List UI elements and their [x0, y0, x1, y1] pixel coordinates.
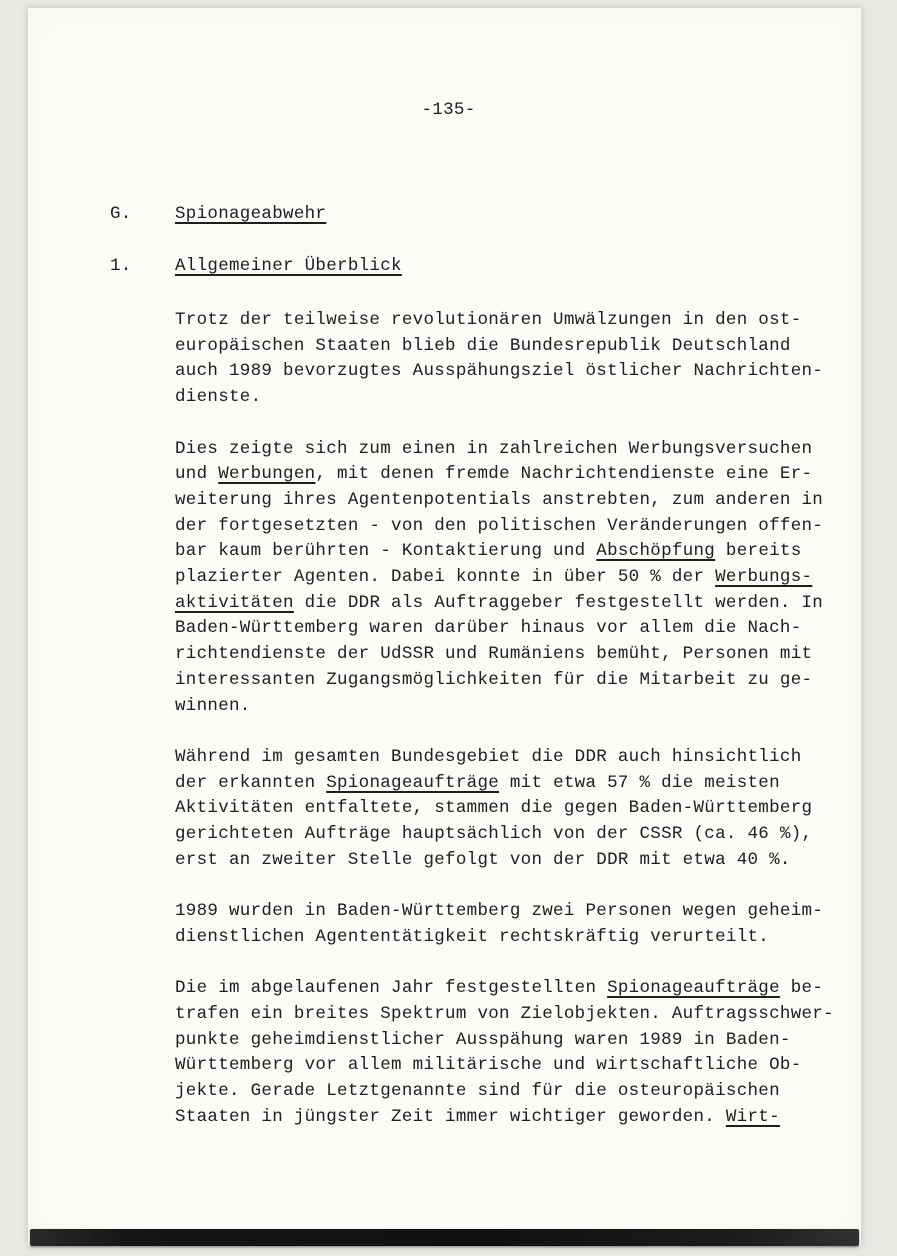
section-label: 1. [110, 256, 132, 276]
text-segment: be- [779, 978, 824, 999]
text-segment: Staaten in jüngster Zeit immer wichtiger geworden. [175, 1106, 726, 1127]
underlined-text: Abschöpfung [596, 541, 716, 562]
text-segment: 1989 wurden in Baden-Württemberg zwei Personen wegen geheim- [175, 901, 824, 922]
underlined-text: Werbungs- [715, 567, 813, 588]
text-segment: Dies zeigte sich zum einen in zahlreichen Werbungsversuchen [175, 438, 813, 459]
text-line [175, 925, 835, 951]
page-number: -135- [421, 100, 476, 120]
text-segment: gerichteten Aufträge hauptsächlich von der CSSR (ca. 46 %), [175, 824, 813, 845]
underlined-text: Spionageaufträge [607, 978, 780, 999]
text-segment: mit etwa 57 % die meisten [499, 772, 780, 793]
text-line [175, 462, 835, 488]
section-title: Allgemeiner Überblick [175, 256, 402, 276]
text-line [175, 1028, 835, 1054]
text-segment: punkte geheimdienstlicher Ausspähung waren 1989 in Baden- [175, 1029, 791, 1050]
text-line [175, 771, 835, 797]
text-line [175, 796, 835, 822]
text-line [175, 976, 835, 1002]
text-line [175, 488, 835, 514]
text-segment: erst an zweiter Stelle gefolgt von der DDR mit etwa 40 %. [175, 849, 791, 870]
text-segment: weiterung ihres Agentenpotentials anstrebten, zum anderen in [175, 489, 824, 510]
text-segment: bar kaum berührten - Kontaktierung und [175, 541, 597, 562]
text-segment: europäischen Staaten blieb die Bundesrepublik Deutschland [175, 335, 791, 356]
body-text [175, 308, 835, 1156]
text-line [175, 899, 835, 925]
text-line [175, 1105, 835, 1131]
text-line [175, 565, 835, 591]
text-segment: trafen ein breites Spektrum von Zielobjekten. Auftragsschwer- [175, 1003, 834, 1024]
text-line [175, 668, 835, 694]
text-segment: dienste. [175, 387, 262, 408]
text-segment: Aktivitäten entfaltete, stammen die gegen Baden-Württemberg [175, 798, 813, 819]
text-segment: auch 1989 bevorzugtes Ausspähungsziel östlicher Nachrichten- [175, 361, 824, 382]
text-segment: und [175, 464, 219, 485]
text-segment: bereits [715, 541, 802, 562]
text-line [175, 591, 835, 617]
underlined-text: aktivitäten [175, 592, 294, 613]
section-heading-allgemeiner-ueberblick [110, 254, 402, 280]
text-line [175, 308, 835, 334]
scan-artifact-bar [30, 1229, 859, 1246]
paragraph [175, 308, 835, 411]
text-line [175, 1053, 835, 1079]
text-line [175, 437, 835, 463]
section-label: G. [110, 204, 132, 224]
text-line [175, 385, 835, 411]
text-line [175, 1002, 835, 1028]
text-segment: Während im gesamten Bundesgebiet die DDR auch hinsichtlich [175, 746, 802, 767]
text-line [175, 514, 835, 540]
text-segment: interessanten Zugangsmöglichkeiten für die Mitarbeit zu ge- [175, 669, 813, 690]
underlined-text: Spionageaufträge [326, 772, 500, 793]
text-segment: winnen. [175, 695, 251, 716]
text-segment: der erkannten [175, 772, 327, 793]
text-line [175, 616, 835, 642]
text-line [175, 694, 835, 720]
underlined-text: Wirt- [725, 1106, 780, 1127]
underlined-text: Werbungen [218, 464, 316, 485]
text-segment: dienstlichen Agententätigkeit rechtskräftig verurteilt. [175, 926, 770, 947]
paragraph [175, 745, 835, 874]
section-heading-spionageabwehr [110, 202, 326, 228]
text-segment: plazierter Agenten. Dabei konnte in über 50 % der [175, 567, 716, 588]
text-segment: richtendienste der UdSSR und Rumäniens bemüht, Personen mit [175, 644, 813, 665]
text-line [175, 359, 835, 385]
text-line [175, 822, 835, 848]
paragraph [175, 437, 835, 720]
text-segment: der fortgesetzten - von den politischen Veränderungen offen- [175, 515, 824, 536]
text-line [175, 642, 835, 668]
paragraph [175, 899, 835, 950]
text-line [175, 334, 835, 360]
text-line [175, 848, 835, 874]
text-segment: jekte. Gerade Letztgenannte sind für die osteuropäischen [175, 1081, 780, 1102]
text-segment: Trotz der teilweise revolutionären Umwälzungen in den ost- [175, 310, 802, 330]
section-title: Spionageabwehr [175, 204, 327, 224]
text-line [175, 539, 835, 565]
paragraph [175, 976, 835, 1130]
text-line [175, 745, 835, 771]
text-segment: die DDR als Auftraggeber festgestellt werden. In [293, 592, 824, 613]
text-segment: Württemberg vor allem militärische und wirtschaftliche Ob- [175, 1055, 802, 1076]
text-segment: Baden-Württemberg waren darüber hinaus vor allem die Nach- [175, 618, 802, 639]
text-segment: Die im abgelaufenen Jahr festgestellten [175, 978, 608, 999]
text-segment: , mit denen fremde Nachrichtendienste eine Er- [315, 464, 813, 485]
text-line [175, 1079, 835, 1105]
